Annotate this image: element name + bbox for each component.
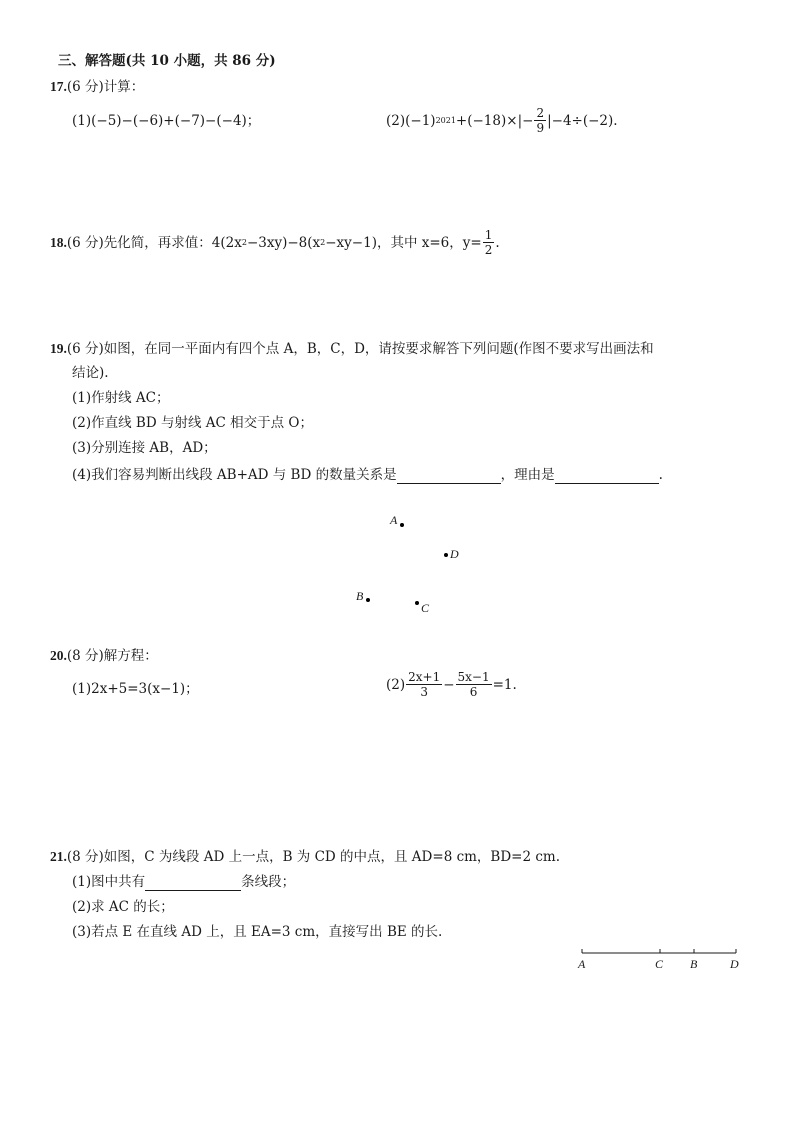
question-21-line-1	[50, 848, 560, 866]
exponent: 2	[241, 237, 247, 247]
question-score: (6 分)计算：	[66, 79, 145, 95]
point-d-dot	[444, 553, 448, 557]
point-c-dot	[415, 601, 419, 605]
expr-text: (2)(−1)	[386, 112, 436, 129]
question-19-step-2: (2)作直线 BD 与射线 AC 相交于点 O；	[72, 415, 313, 431]
question-19-step-3: (3)分别连接 AB，AD；	[72, 440, 217, 456]
question-17-part-2	[386, 106, 618, 135]
question-21-step-1	[72, 873, 295, 891]
question-number: 18.	[50, 234, 67, 250]
denominator: 6	[469, 685, 478, 699]
question-number: 17.	[50, 79, 67, 94]
step-text: .	[658, 467, 663, 483]
denominator: 3	[420, 685, 428, 699]
expr-text: −	[443, 676, 455, 693]
step-text: (1)图中共有	[72, 874, 146, 890]
step-text: ，理由是	[500, 467, 555, 483]
numerator: 1	[484, 228, 493, 242]
fraction	[456, 670, 492, 699]
section-title: 三、解答题	[58, 53, 126, 69]
section-subtitle: (共 10 小题，共 86 分)	[125, 53, 276, 69]
question-19-line-1	[50, 340, 654, 358]
point-label-c: C	[421, 601, 430, 615]
numerator: 5x−1	[457, 670, 490, 684]
answer-blank[interactable]	[145, 876, 241, 891]
expr-text: .	[495, 234, 500, 251]
fraction	[406, 670, 442, 699]
question-18	[50, 228, 500, 257]
question-19-line-2: 结论).	[72, 365, 109, 381]
question-number: 21.	[50, 849, 67, 864]
question-21-step-2: (2)求 AC 的长；	[72, 899, 174, 915]
question-21-step-3: (3)若点 E 在直线 AD 上，且 EA=3 cm，直接写出 BE 的长.	[72, 924, 443, 940]
label-b: B	[690, 957, 698, 971]
numerator: 2	[536, 106, 545, 120]
denominator: 9	[536, 121, 545, 135]
question-text: (8 分)如图，C 为线段 AD 上一点，B 为 CD 的中点，且 AD=8 cm，BD=2 cm.	[66, 849, 561, 865]
point-label-a: A	[390, 513, 398, 527]
point-label-b: B	[356, 589, 364, 603]
denominator: 2	[484, 243, 493, 257]
expr-text: =1.	[492, 676, 517, 693]
step-text: 条线段；	[241, 874, 296, 890]
question-text: (6 分)如图，在同一平面内有四个点 A，B，C，D，请按要求解答下列问题(作图不要求写出画法和	[66, 341, 654, 357]
expr-text: −3xy)−8(x	[246, 234, 321, 251]
expr-text: −xy−1)，其中 x=6，y=	[325, 234, 482, 251]
question-score: (8 分)解方程：	[66, 648, 158, 664]
question-17-part-1: (1)(−5)−(−6)+(−7)−(−4)；	[72, 113, 261, 129]
expr-text: +(−18)×|−	[455, 112, 534, 129]
label-c: C	[655, 957, 664, 971]
expr-text: |−4÷(−2).	[547, 112, 618, 129]
question-19-step-1: (1)作射线 AC；	[72, 390, 170, 406]
section-header	[58, 52, 276, 70]
question-20-part-2	[386, 670, 517, 699]
label-d: D	[730, 957, 739, 971]
step-text: (4)我们容易判断出线段 AB+AD 与 BD 的数量关系是	[72, 467, 397, 483]
question-20-header	[50, 647, 158, 665]
point-b-dot	[366, 598, 370, 602]
expr-text: (2)	[386, 676, 406, 693]
answer-blank[interactable]	[555, 469, 659, 484]
fraction	[534, 106, 546, 135]
point-a-dot	[400, 523, 404, 527]
question-20-part-1: (1)2x+5=3(x−1)；	[72, 681, 199, 697]
question-number: 20.	[50, 648, 67, 663]
fraction	[483, 228, 495, 257]
numerator: 2x+1	[408, 670, 441, 684]
exponent: 2021	[435, 115, 456, 125]
exponent: 2	[320, 237, 326, 247]
question-17-header	[50, 78, 144, 96]
segment-figure	[574, 942, 750, 974]
question-number: 19.	[50, 341, 67, 356]
question-19-step-4	[72, 466, 663, 484]
point-label-d: D	[450, 547, 459, 561]
label-a: A	[578, 957, 586, 971]
expr-text: (6 分)先化简，再求值：4(2x	[66, 234, 242, 251]
answer-blank[interactable]	[397, 469, 501, 484]
